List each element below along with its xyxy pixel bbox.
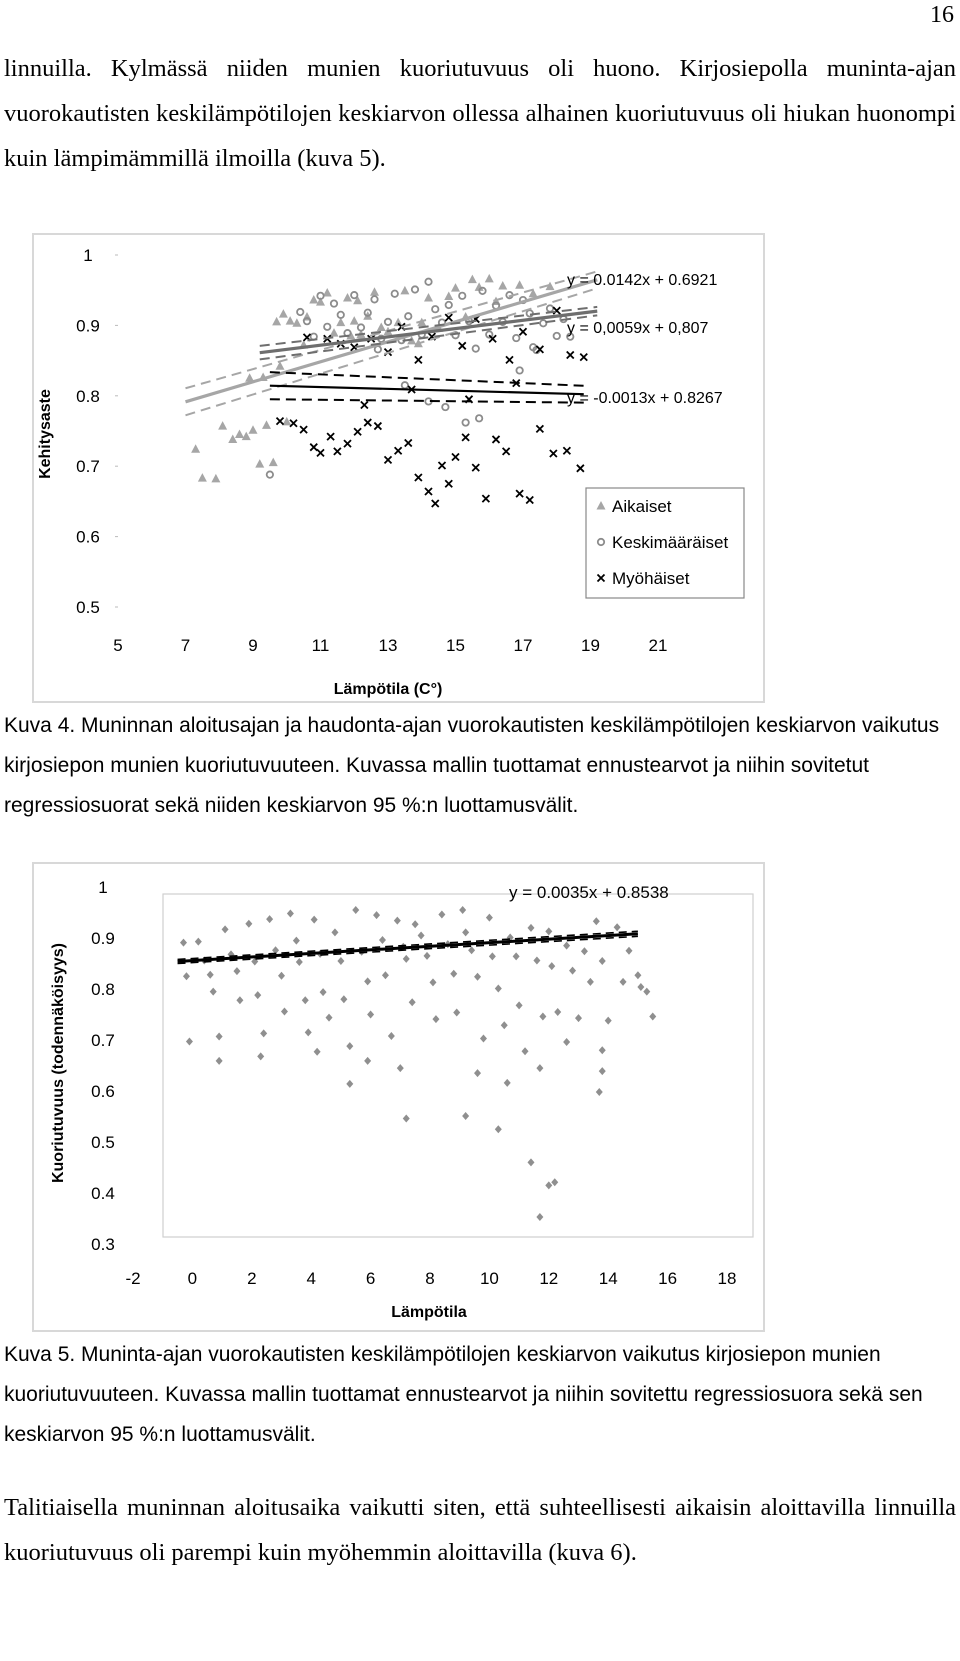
page-number: 16 [930, 2, 954, 28]
point-kuoriutuvuus [340, 995, 347, 1003]
y-tick-label: 0.9 [76, 316, 100, 336]
x-tick-label: 0 [187, 1269, 198, 1288]
x-tick-label: 13 [378, 636, 398, 655]
point-kuoriutuvuus [501, 1021, 508, 1029]
point-kuoriutuvuus [293, 937, 300, 945]
point-kuoriutuvuus [634, 971, 641, 979]
point-kuoriutuvuus [575, 1014, 582, 1022]
point-kuoriutuvuus [545, 1181, 552, 1189]
point-kuoriutuvuus [379, 936, 386, 944]
point-kuoriutuvuus [462, 1112, 469, 1120]
point-kuoriutuvuus [459, 906, 466, 914]
point-kuoriutuvuus [257, 1052, 264, 1060]
point-kuoriutuvuus [314, 1048, 321, 1056]
point-kuoriutuvuus [254, 991, 261, 999]
x-tick-label: 17 [513, 636, 533, 655]
point-kuoriutuvuus [302, 996, 309, 1004]
y-tick-label: 0.6 [91, 1082, 115, 1101]
x-tick-label: 5 [113, 636, 123, 655]
point-kuoriutuvuus [346, 1080, 353, 1088]
point-kuoriutuvuus [424, 952, 431, 960]
point-kuoriutuvuus [382, 971, 389, 979]
point-kuoriutuvuus [536, 1213, 543, 1221]
point-kuoriutuvuus [183, 972, 190, 980]
point-kuoriutuvuus [403, 1115, 410, 1123]
x-tick-label: 14 [598, 1269, 618, 1288]
point-kuoriutuvuus [320, 988, 327, 996]
point-kuoriutuvuus [394, 917, 401, 925]
equation-myohaiset: y = -0.0013x + 0.8267 [567, 390, 723, 407]
y-axis-title: Kehitysaste [37, 389, 54, 479]
body-paragraph-bottom: Talitiaisella muninnan aloitusaika vaikutti siten, että suhteellisesti aikaisin aloittavilla linnuilla kuoriutuvuus oli parempi kuin myöhemmin aloittavilla (kuva 6). [4, 1494, 956, 1566]
point-kuoriutuvuus [266, 915, 273, 923]
point-kuoriutuvuus [331, 928, 338, 936]
point-kuoriutuvuus [474, 973, 481, 981]
point-kuoriutuvuus [364, 977, 371, 985]
point-kuoriutuvuus [462, 928, 469, 936]
point-kuoriutuvuus [551, 1178, 558, 1186]
x-tick-label: 9 [248, 636, 258, 655]
point-kuoriutuvuus [516, 1001, 523, 1009]
point-kuoriutuvuus [397, 1064, 404, 1072]
point-kuoriutuvuus [432, 1015, 439, 1023]
y-tick-label: 1 [83, 246, 93, 265]
x-tick-label: 16 [658, 1269, 678, 1288]
point-kuoriutuvuus [637, 983, 644, 991]
point-kuoriutuvuus [533, 956, 540, 964]
point-kuoriutuvuus [480, 1034, 487, 1042]
point-kuoriutuvuus [438, 911, 445, 919]
x-tick-label: 21 [648, 636, 668, 655]
y-tick-label: 0.9 [91, 929, 115, 948]
equation-label: y = 0.0035x + 0.8538 [509, 883, 669, 902]
figure-4-caption: Kuva 4. Muninnan aloitusajan ja haudonta-ajan vuorokautisten keskilämpötilojen keskiarvon vaikutus kirjosiepon munien kuoriutuvuuteen. Kuvassa mallin tuottamat ennustearvot ja niihin sovitetut regressiosuorat sekä niiden keskiarvon 95 %:n luottamusvälit. [4, 714, 940, 817]
point-kuoriutuvuus [326, 1014, 333, 1022]
point-kuoriutuvuus [522, 1047, 529, 1055]
point-kuoriutuvuus [599, 957, 606, 965]
point-kuoriutuvuus [210, 988, 217, 996]
point-kuoriutuvuus [409, 998, 416, 1006]
y-tick-label: 0.8 [76, 386, 100, 406]
point-kuoriutuvuus [563, 942, 570, 950]
point-kuoriutuvuus [453, 1008, 460, 1016]
legend-label: Aikaiset [612, 497, 672, 516]
point-kuoriutuvuus [388, 1032, 395, 1040]
point-kuoriutuvuus [486, 914, 493, 922]
point-kuoriutuvuus [429, 978, 436, 986]
point-kuoriutuvuus [495, 985, 502, 993]
point-kuoriutuvuus [548, 962, 555, 970]
point-kuoriutuvuus [260, 1029, 267, 1037]
legend-label: Keskimääräiset [612, 533, 729, 552]
x-tick-label: 4 [306, 1269, 316, 1288]
point-kuoriutuvuus [489, 952, 496, 960]
point-kuoriutuvuus [596, 1088, 603, 1096]
point-kuoriutuvuus [352, 906, 359, 914]
point-kuoriutuvuus [207, 971, 214, 979]
point-kuoriutuvuus [296, 958, 303, 966]
point-kuoriutuvuus [495, 1125, 502, 1133]
point-kuoriutuvuus [545, 927, 552, 935]
equation-keskimaaraiset: y = 0,0059x + 0,807 [567, 320, 709, 337]
y-tick-label: 0.8 [91, 980, 115, 999]
x-tick-label: 12 [539, 1269, 559, 1288]
y-tick-label: 1 [98, 878, 108, 897]
point-kuoriutuvuus [305, 1028, 312, 1036]
y-tick-label: 0.5 [91, 1133, 115, 1152]
point-kuoriutuvuus [245, 920, 252, 928]
legend-label: Myöhäiset [612, 569, 690, 588]
x-tick-label: 11 [311, 636, 330, 655]
point-kuoriutuvuus [311, 916, 318, 924]
x-tick-label: -2 [125, 1269, 141, 1288]
point-kuoriutuvuus [513, 952, 520, 960]
y-tick-label: 0.6 [76, 527, 100, 547]
y-tick-label: 0.4 [91, 1184, 115, 1203]
y-tick-label: 0.5 [76, 598, 100, 617]
point-kuoriutuvuus [180, 939, 187, 947]
point-kuoriutuvuus [412, 920, 419, 928]
y-tick-label: 0.7 [76, 457, 100, 477]
point-kuoriutuvuus [222, 925, 229, 933]
point-kuoriutuvuus [605, 1017, 612, 1025]
point-kuoriutuvuus [599, 1046, 606, 1054]
point-kuoriutuvuus [278, 972, 285, 980]
point-kuoriutuvuus [599, 1067, 606, 1075]
x-tick-label: 2 [247, 1269, 257, 1288]
point-kuoriutuvuus [450, 970, 457, 978]
x-tick-label: 18 [717, 1269, 737, 1288]
point-kuoriutuvuus [527, 924, 534, 932]
y-axis-title: Kuoriutuvuus (todennäköisyys) [50, 942, 67, 1184]
point-kuoriutuvuus [233, 967, 240, 975]
point-kuoriutuvuus [367, 1011, 374, 1019]
y-tick-label: 0.7 [91, 1031, 115, 1050]
point-kuoriutuvuus [346, 1042, 353, 1050]
point-kuoriutuvuus [364, 1057, 371, 1065]
point-kuoriutuvuus [195, 938, 202, 946]
y-tick-label: 0.3 [91, 1235, 115, 1254]
point-kuoriutuvuus [468, 946, 475, 954]
point-kuoriutuvuus [403, 955, 410, 963]
point-kuoriutuvuus [620, 978, 627, 986]
x-tick-label: 6 [365, 1269, 376, 1288]
point-kuoriutuvuus [418, 931, 425, 939]
body-paragraph-top: linnuilla. Kylmässä niiden munien kuoriutuvuus oli huono. Kirjosiepolla muninta-ajan vuorokautisten keskilämpötilojen keskiarvon ollessa alhainen kuoriutuvuus oli hiukan huonompi kuin lämpimämmillä ilmoilla (kuva 5). [4, 55, 956, 172]
point-kuoriutuvuus [581, 947, 588, 955]
figure-5-caption: Kuva 5. Muninta-ajan vuorokautisten keskilämpötilojen keskiarvon vaikutus kirjosiepon munien kuoriutuvuuteen. Kuvassa mallin tuottamat ennustearvot ja niihin sovitettu regressiosuora sekä sen keskiarvon 95 %:n luottamusvälit. [4, 1343, 923, 1446]
point-kuoriutuvuus [614, 923, 621, 931]
point-kuoriutuvuus [373, 911, 380, 919]
x-tick-label: 8 [425, 1269, 435, 1288]
point-kuoriutuvuus [593, 917, 600, 925]
x-axis-title: Lämpötila [391, 1304, 467, 1321]
equation-aikaiset: y = 0.0142x + 0.6921 [567, 272, 718, 289]
x-tick-label: 19 [581, 636, 600, 655]
point-kuoriutuvuus [474, 1069, 481, 1077]
point-kuoriutuvuus [527, 1158, 534, 1166]
point-kuoriutuvuus [216, 1057, 223, 1065]
point-kuoriutuvuus [554, 1008, 561, 1016]
x-tick-label: 7 [180, 636, 191, 655]
point-kuoriutuvuus [236, 996, 243, 1004]
point-kuoriutuvuus [625, 947, 632, 955]
point-kuoriutuvuus [216, 1032, 223, 1040]
point-kuoriutuvuus [563, 1038, 570, 1046]
x-axis-title: Lämpötila (C°) [333, 681, 443, 698]
x-tick-label: 15 [446, 636, 465, 655]
x-tick-label: 10 [479, 1269, 499, 1288]
point-kuoriutuvuus [536, 1064, 543, 1072]
point-kuoriutuvuus [287, 910, 294, 918]
point-kuoriutuvuus [587, 978, 594, 986]
point-kuoriutuvuus [281, 1007, 288, 1015]
point-kuoriutuvuus [643, 988, 650, 996]
point-kuoriutuvuus [504, 1079, 511, 1087]
point-kuoriutuvuus [186, 1038, 193, 1046]
point-kuoriutuvuus [337, 957, 344, 965]
point-kuoriutuvuus [539, 1013, 546, 1021]
point-kuoriutuvuus [569, 967, 576, 975]
point-kuoriutuvuus [649, 1013, 656, 1021]
